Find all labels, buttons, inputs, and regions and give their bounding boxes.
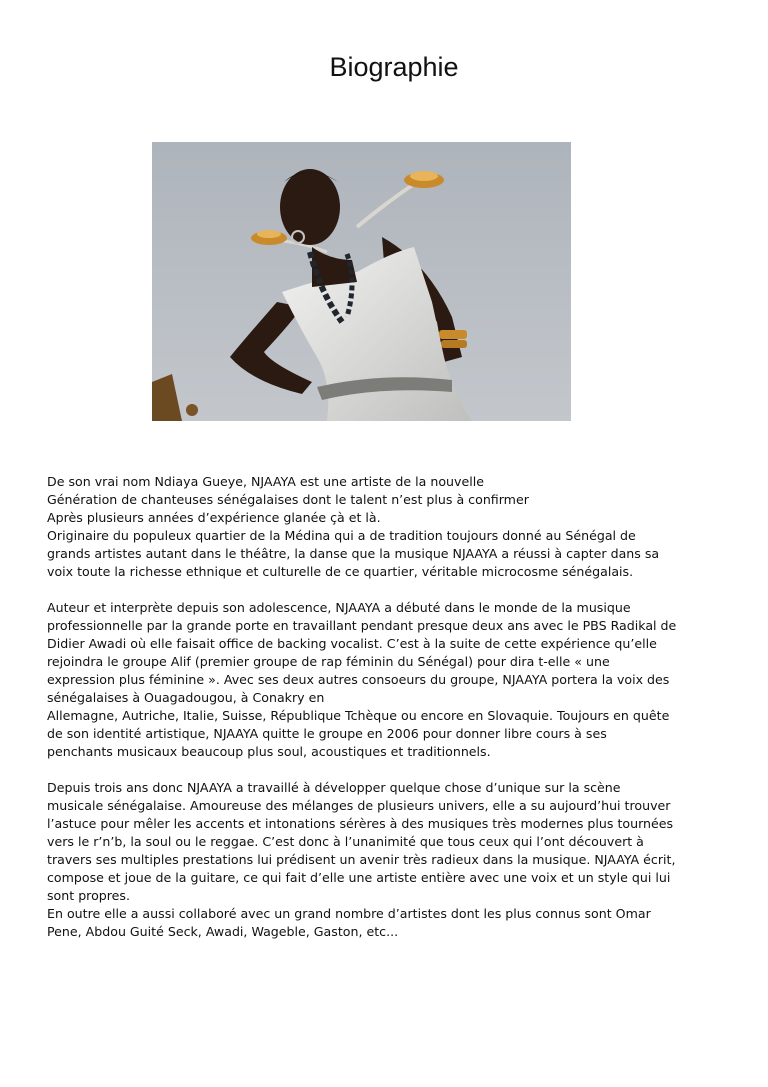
text-line: sont propres.	[47, 888, 130, 903]
text-line: travers ses multiples prestations lui prédisent un avenir très radieux dans la musique. NJAAYA écrit,	[47, 852, 676, 867]
text-line: Allemagne, Autriche, Italie, Suisse, République Tchèque ou encore en Slovaquie. Toujours en quête	[47, 708, 670, 723]
text-line: Après plusieurs années d’expérience glanée çà et là.	[47, 510, 381, 525]
text-line: Didier Awadi où elle faisait office de backing vocalist. C’est à la suite de cette expérience qu’elle	[47, 636, 657, 651]
text-line: musicale sénégalaise. Amoureuse des mélanges de plusieurs univers, elle a su aujourd’hui trouver	[47, 798, 671, 813]
text-line: rejoindra le groupe Alif (premier groupe de rap féminin du Sénégal) pour dira t-elle « une	[47, 654, 610, 669]
paragraph-gap	[47, 581, 737, 599]
text-line: voix toute la richesse ethnique et culturelle de ce quartier, véritable microcosme sénégalais.	[47, 564, 634, 579]
text-line: En outre elle a aussi collaboré avec un grand nombre d’artistes dont les plus connus sont Omar	[47, 906, 651, 921]
text-line: Pene, Abdou Guité Seck, Awadi, Wageble, Gaston, etc...	[47, 924, 399, 939]
text-line: professionnelle par la grande porte en travaillant pendant presque deux ans avec le PBS Radikal de	[47, 618, 677, 633]
text-line: de son identité artistique, NJAAYA quitte le groupe en 2006 pour donner libre cours à ses	[47, 726, 607, 741]
text-line: penchants musicaux beaucoup plus soul, acoustiques et traditionnels.	[47, 744, 491, 759]
text-line: Originaire du populeux quartier de la Médina qui a de tradition toujours donné au Sénégal de	[47, 528, 636, 543]
text-line: sénégalaises à Ouagadougou, à Conakry en	[47, 690, 325, 705]
text-line: De son vrai nom Ndiaya Gueye, NJAAYA est une artiste de la nouvelle	[47, 474, 484, 489]
text-line: Auteur et interprète depuis son adolescence, NJAAYA a débuté dans le monde de la musique	[47, 600, 631, 615]
text-line: vers le r’n’b, la soul ou le reggae. C’est donc à l’unanimité que tous ceux qui l’ont découvert à	[47, 834, 644, 849]
text-line: expression plus féminine ». Avec ses deux autres consoeurs du groupe, NJAAYA portera la voix des	[47, 672, 670, 687]
biography-text	[47, 473, 737, 941]
text-line: Génération de chanteuses sénégalaises dont le talent n’est plus à confirmer	[47, 492, 529, 507]
artist-photo	[152, 142, 571, 421]
text-line: compose et joue de la guitare, ce qui fait d’elle une artiste entière avec une voix et un style qui lui	[47, 870, 671, 885]
paragraph-gap	[47, 761, 737, 779]
text-line: grands artistes autant dans le théâtre, la danse que la musique NJAAYA a réussi à capter dans sa	[47, 546, 660, 561]
text-line: l’astuce pour mêler les accents et intonations sérères à des musiques très modernes plus tournées	[47, 816, 674, 831]
text-line: Depuis trois ans donc NJAAYA a travaillé à développer quelque chose d’unique sur la scène	[47, 780, 621, 795]
page-title: Biographie	[329, 52, 459, 82]
